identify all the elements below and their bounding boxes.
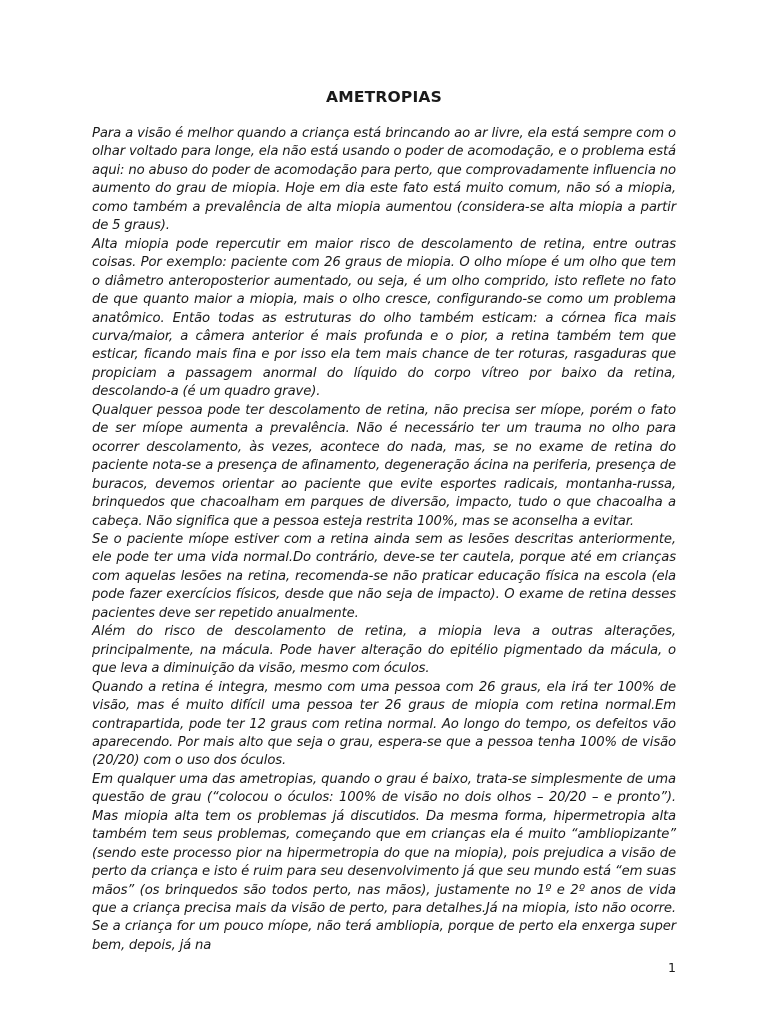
paragraph: Além do risco de descolamento de retina, a miopia leva a outras alterações, principalmente, na mácula. Pode haver alteração do epitélio pigmentado da mácula, o que leva a diminuição da visão, mesmo com óculos. <box>92 624 676 677</box>
paragraph: Para a visão é melhor quando a criança está brincando ao ar livre, ela está sempre com o olhar voltado para longe, ela não está usando o poder de acomodação, e o problema está aqui: no abuso do poder de acomodação para perto, que comprovadamente influencia no aumento do grau de miopia. Hoje em dia este fato está muito comum, não só a miopia, como também a prevalência de alta miopia aumentou (considera-se alta miopia a partir de 5 graus). <box>92 126 676 234</box>
page-number: 1 <box>668 960 676 975</box>
document-body <box>92 125 676 955</box>
paragraph: Quando a retina é integra, mesmo com uma pessoa com 26 graus, ela irá ter 100% de visão, mas é muito difícil uma pessoa ter 26 graus de miopia com retina normal.Em contrapartida, pode ter 12 graus com retina normal. Ao longo do tempo, os defeitos vão aparecendo. Por mais alto que seja o grau, espera-se que a pessoa tenha 100% de visão (20/20) com o uso dos óculos. <box>92 679 676 769</box>
page-title: AMETROPIAS <box>326 88 442 106</box>
paragraph: Em qualquer uma das ametropias, quando o grau é baixo, trata-se simplesmente de uma questão de grau (“colocou o óculos: 100% de visão no dois olhos – 20/20 – e pronto”). Mas miopia alta tem os problemas já discutidos. Da mesma forma, hipermetropia alta também tem seus problemas, começando que em crianças ela é muito “ambliopizante” (sendo este processo pior na hipermetropia do que na miopia), pois prejudica a visão de perto da criança e isto é ruim para seu desenvolvimento já que seu mundo está “em suas mãos” (os brinquedos são todos perto, nas mãos), justamente no 1º e 2º anos de vida que a criança precisa mais da visão de perto, para detalhes.Já na miopia, isto não ocorre. Se a criança for um pouco míope, não terá ambliopia, porque de perto ela enxerga super bem, depois, já na <box>92 771 676 953</box>
paragraph: Se o paciente míope estiver com a retina ainda sem as lesões descritas anteriormente, ele pode ter uma vida normal.Do contrário, deve-se ter cautela, porque até em crianças com aquelas lesões na retina, recomenda-se não praticar educação física na escola (ela pode fazer exercícios físicos, desde que não seja de impacto). O exame de retina desses pacientes deve ser repetido anualmente. <box>92 531 676 621</box>
paragraph: Alta miopia pode repercutir em maior risco de descolamento de retina, entre outras coisas. Por exemplo: paciente com 26 graus de miopia. O olho míope é um olho que tem o diâmetro anteroposterior aumentado, ou seja, é um olho comprido, isto reflete no fato de que quanto maior a miopia, mais o olho cresce, configurando-se como um problema anatômico. Então todas as estruturas do olho também esticam: a córnea fica mais curva/maior, a câmera anterior é mais profunda e o pior, a retina também tem que esticar, ficando mais fina e por isso ela tem mais chance de ter roturas, rasgaduras que propiciam a passagem anormal do líquido do corpo vítreo por baixo da retina, descolando-a (é um quadro grave). <box>92 236 676 400</box>
document-page <box>92 88 676 955</box>
paragraph: Qualquer pessoa pode ter descolamento de retina, não precisa ser míope, porém o fato de ser míope aumenta a prevalência. Não é necessário ter um trauma no olho para ocorrer descolamento, às vezes, acontece do nada, mas, se no exame de retina do paciente nota-se a presença de afinamento, degeneração ácina na periferia, presença de buracos, devemos orientar ao paciente que evite esportes radicais, montanha-russa, brinquedos que chacoalham em parques de diversão, impacto, tudo o que chacoalha a cabeça. Não significa que a pessoa esteja restrita 100%, mas se aconselha a evitar. <box>92 402 676 529</box>
